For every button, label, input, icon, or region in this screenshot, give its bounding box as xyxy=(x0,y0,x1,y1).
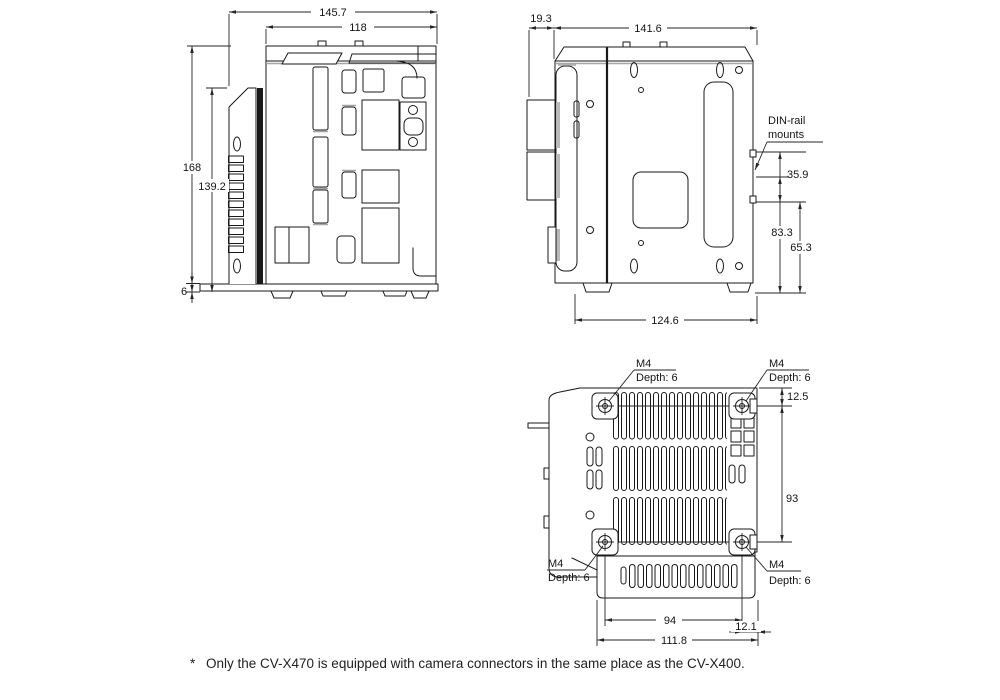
dim-screw-top-offset: 12.5 xyxy=(787,391,809,403)
dim-screw-right-offset: 12.1 xyxy=(735,621,757,633)
terminal-block xyxy=(228,155,244,254)
connector-grid xyxy=(731,417,754,456)
screw-depth-label: Depth: 6 xyxy=(769,575,811,587)
screw-depth-label: Depth: 6 xyxy=(636,372,678,384)
dim-base-thickness: 6 xyxy=(180,286,188,298)
mounting-boss xyxy=(729,393,757,419)
screw-label-m4: M4 xyxy=(636,358,652,370)
dim-body-depth: 141.6 xyxy=(634,23,662,35)
screw-depth-label: Depth: 6 xyxy=(548,572,590,584)
front-view xyxy=(179,6,438,303)
side-connector-block xyxy=(527,152,555,200)
dim-panel-height: 139.2 xyxy=(198,181,226,193)
dim-vent-width: 111.8 xyxy=(661,635,687,647)
dim-mount-width: 124.6 xyxy=(651,315,679,327)
dim-din-lower-span: 65.3 xyxy=(790,242,812,254)
dim-din-upper-span: 83.3 xyxy=(771,227,793,239)
bottom-view xyxy=(528,358,811,647)
dim-screw-pitch-vertical: 93 xyxy=(786,493,799,505)
footnote-text: Only the CV-X470 is equipped with camera connectors in the same place as the CV-X400. xyxy=(206,656,745,671)
screw-label-m4: M4 xyxy=(769,559,785,571)
side-connector-block xyxy=(527,100,555,150)
dim-overall-width: 145.7 xyxy=(319,7,347,19)
screw-depth-label: Depth: 6 xyxy=(769,372,811,384)
side-view-outline xyxy=(527,42,756,292)
dim-overall-height: 168 xyxy=(182,162,202,174)
heatsink-fins xyxy=(612,392,738,588)
footnote-marker: * xyxy=(190,656,196,671)
din-rail-label-line1: DIN-rail xyxy=(768,115,806,127)
mounting-boss xyxy=(729,529,757,555)
din-rail-label-line2: mounts xyxy=(768,129,805,141)
dim-front-depth: 19.3 xyxy=(530,13,552,25)
dim-din-top: 35.9 xyxy=(787,169,809,181)
dim-body-width: 118 xyxy=(349,22,367,34)
din-release-tab xyxy=(528,423,549,428)
side-view xyxy=(527,13,823,327)
screw-label-m4: M4 xyxy=(548,558,564,570)
screw-label-m4: M4 xyxy=(769,358,785,370)
footnote xyxy=(190,656,745,671)
top-vent-slot xyxy=(282,53,342,64)
mounting-boss xyxy=(592,529,618,555)
mounting-boss xyxy=(592,393,618,419)
dim-screw-pitch-horizontal: 94 xyxy=(663,615,677,627)
